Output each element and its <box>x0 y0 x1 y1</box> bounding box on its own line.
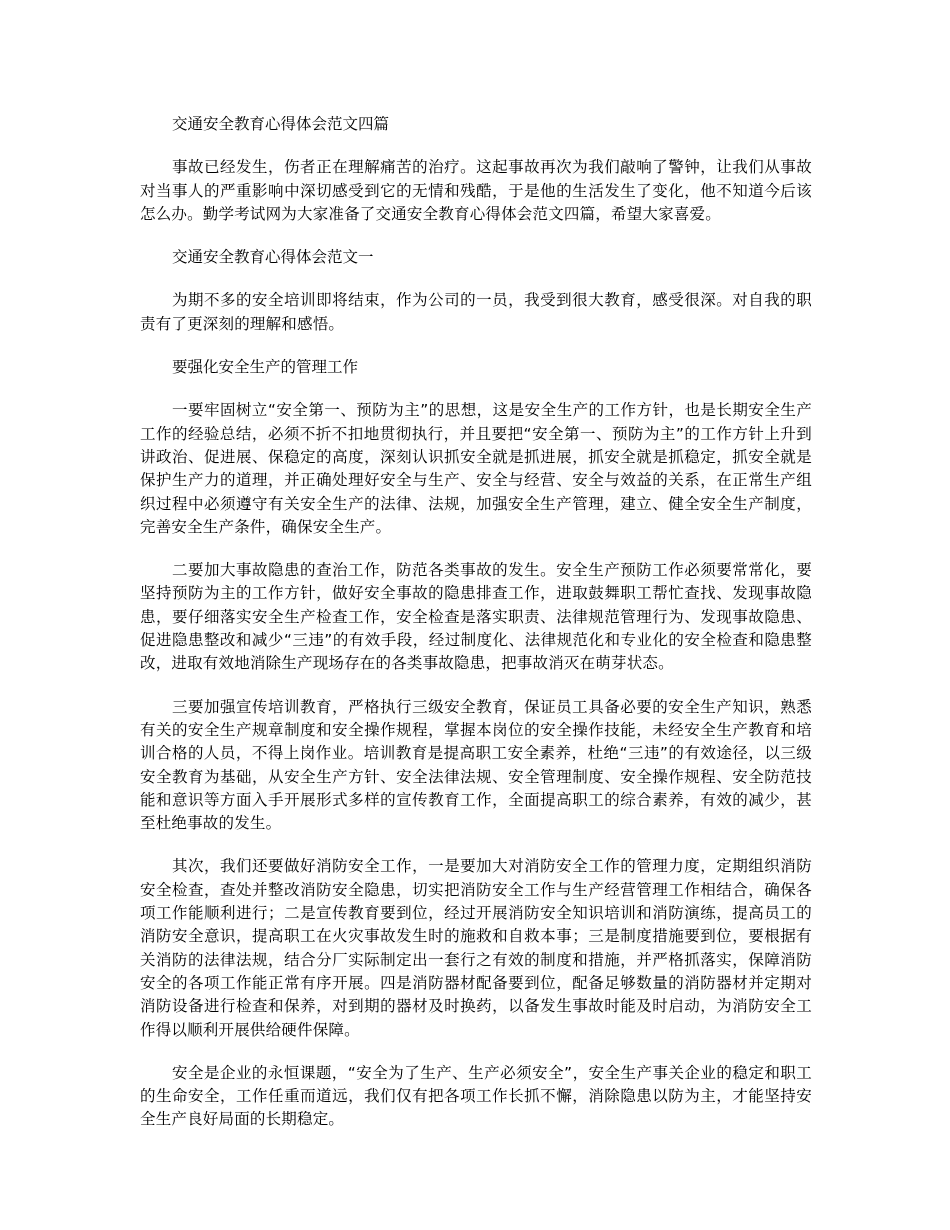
body-paragraph: 三要加强宣传培训教育，严格执行三级安全教育，保证员工具备必要的安全生产知识，熟悉有关的安全生产规章制度和安全操作规程，掌握本岗位的安全操作技能，未经安全生产教育和培训合格的人员，不得上岗作业。培训教育是提高职工安全素养，杜绝“三违”的有效途径，以三级安全教育为基础，从安全生产方针、安全法律法规、安全管理制度、安全操作规程、安全防范技能和意识等方面入手开展形式多样的宣传教育工作，全面提高职工的综合素养，有效的减少，甚至杜绝事故的发生。 <box>140 697 812 833</box>
body-paragraph: 二要加大事故隐患的查治工作，防范各类事故的发生。安全生产预防工作必须要常常化，要坚持预防为主的工作方针，做好安全事故的隐患排查工作，进取鼓舞职工帮忙查找、发现事故隐患，要仔细落实安全生产检查工作，安全检查是落实职责、法律规范管理行为、发现事故隐患、促进隐患整改和减少“三违”的有效手段，经过制度化、法律规范化和专业化的安全检查和隐患整改，进取有效地消除生产现场存在的各类事故隐患，把事故消灭在萌芽状态。 <box>140 561 812 673</box>
section-heading-essay-one: 交通安全教育心得体会范文一 <box>172 248 374 267</box>
body-paragraph: 其次，我们还要做好消防安全工作，一是要加大对消防安全工作的管理力度，定期组织消防安全检查，查处并整改消防安全隐患，切实把消防安全工作与生产经营管理工作相结合，确保各项工作能顺利进行；二是宣传教育要到位，经过开展消防安全知识培训和消防演练，提高员工的消防安全意识，提高职工在火灾事故发生时的施救和自救本事；三是制度措施要到位，要根据有关消防的法律法规，结合分厂实际制定出一套行之有效的制度和措施，并严格抓落实，保障消防安全的各项工作能正常有序开展。四是消防器材配备要到位，配备足够数量的消防器材并定期对消防设备进行检查和保养，对到期的器材及时换药，以备发生事故时能及时启动，为消防安全工作得以顺利开展供给硬件保障。 <box>140 857 812 1039</box>
body-paragraph: 为期不多的安全培训即将结束，作为公司的一员，我受到很大教育，感受很深。对自我的职责有了更深刻的理解和感悟。 <box>140 291 812 333</box>
body-paragraph: 安全是企业的永恒课题，“安全为了生产、生产必须安全”，安全生产事关企业的稳定和职工的生命安全，工作任重而道远，我们仅有把各项工作长抓不懈，消除隐患以防为主，才能坚持安全生产良好局面的长期稳定。 <box>140 1063 812 1129</box>
document-body <box>140 113 812 1152</box>
document-title: 交通安全教育心得体会范文四篇 <box>172 115 390 133</box>
intro-paragraph: 事故已经发生，伤者正在理解痛苦的治疗。这起事故再次为我们敲响了警钟，让我们从事故对当事人的严重影响中深切感受到它的无情和残酷，于是他的生活发生了变化，他不知道今后该怎么办。勤学考试网为大家准备了交通安全教育心得体会范文四篇，希望大家喜爱。 <box>140 158 812 223</box>
subsection-heading: 要强化安全生产的管理工作 <box>172 358 359 377</box>
body-paragraph: 一要牢固树立“安全第一、预防为主”的思想，这是安全生产的工作方针，也是长期安全生产工作的经验总结，必须不折不扣地贯彻执行，并且要把“安全第一、预防为主”的工作方针上升到讲政治、促进展、保稳定的高度，深刻认识抓安全就是抓进展，抓安全就是抓稳定，抓安全就是保护生产力的道理，并正确处理好安全与生产、安全与经营、安全与效益的关系，在正常生产组织过程中必须遵守有关安全生产的法律、法规，加强安全生产管理，建立、健全安全生产制度，完善安全生产条件，确保安全生产。 <box>140 401 812 536</box>
